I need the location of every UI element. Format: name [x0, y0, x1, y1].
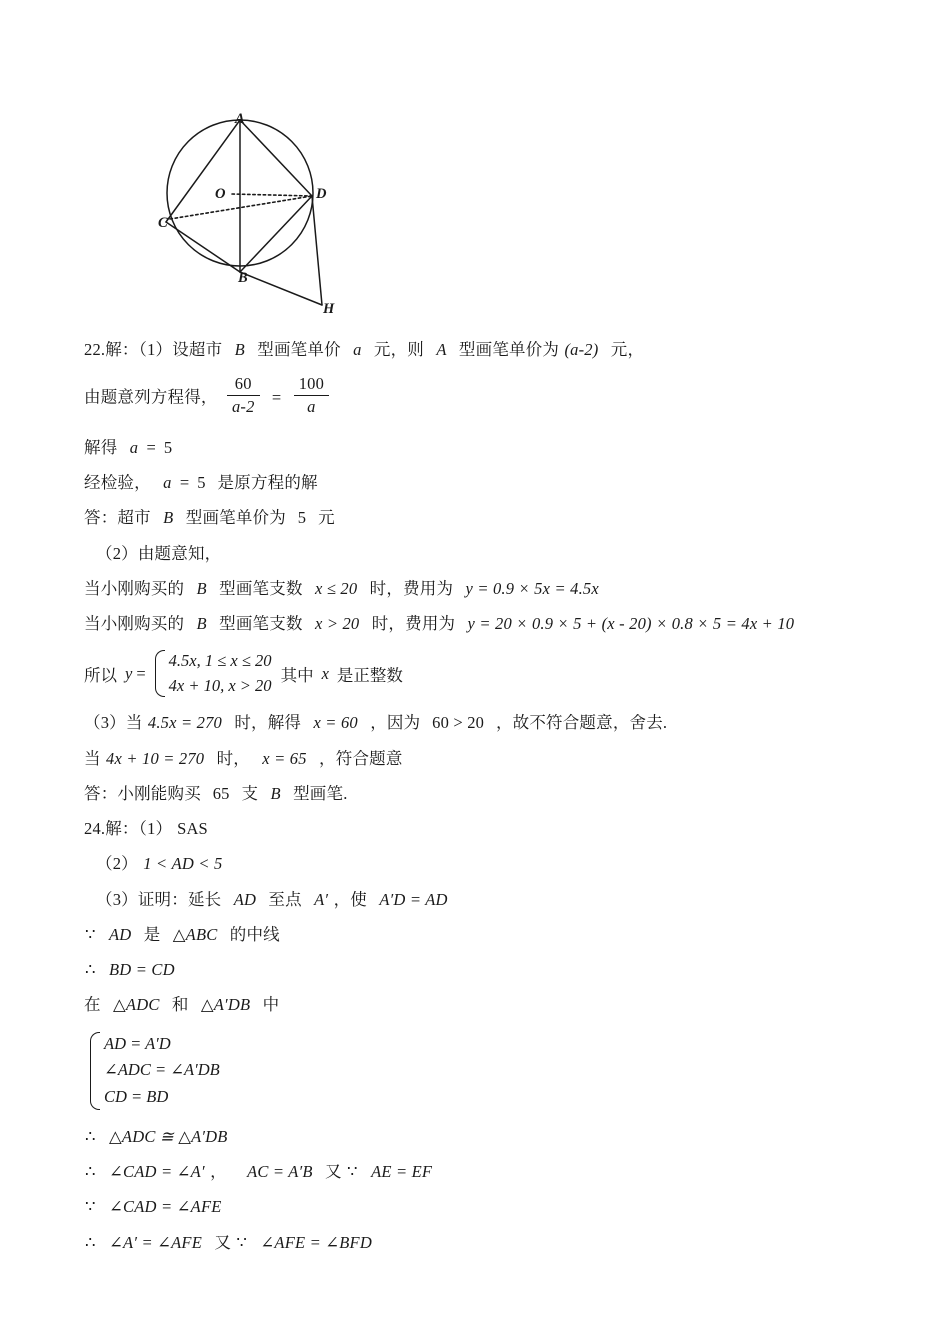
p22-l11-value: 65 [212, 783, 230, 803]
p24-l10-expr2: ∠AFE = ∠BFD [260, 1232, 372, 1252]
p22-l9-expr3: 60 > 20 [432, 713, 485, 733]
figure-svg [94, 100, 344, 325]
p22-line-5 [84, 507, 874, 529]
p24-l8-comma: ， [210, 1162, 227, 1182]
p22-line-9 [84, 712, 874, 734]
p22-line-8 [84, 613, 874, 635]
p22-l9-expr2: x = 60 [313, 713, 358, 733]
p22-l8-mid: 型画笔支数 [219, 614, 303, 634]
p22-l9-suffix: ，故不符合题意，舍去. [495, 713, 668, 733]
p22-l8-prefix: 当小刚购买的 [84, 614, 185, 634]
fraction-right [294, 374, 329, 417]
p24-l1-prefix: 24.解：（1） [84, 819, 173, 839]
p22-l10-expr1: 4x + 10 = 270 [106, 748, 205, 768]
p24-l6-triangle-1: △ADC [113, 995, 160, 1015]
p22-l1-var-a2: A [436, 340, 447, 359]
p22-l1-mid3: 型画笔单价为 [458, 340, 560, 359]
fraction-right-numerator: 100 [294, 374, 329, 396]
p22-l7-mid: 型画笔支数 [219, 578, 303, 598]
system-rows [103, 1030, 221, 1112]
system-row-2: ∠ADC = ∠A′DB [104, 1060, 220, 1080]
p24-l1-value: SAS [177, 819, 208, 839]
p22-line-6: （2）由题意知， [96, 543, 222, 563]
segment-AC [166, 120, 240, 222]
p24-l7-expr: △ADC ≅ △A′DB [109, 1126, 228, 1146]
p22-l5-value: 5 [297, 508, 307, 528]
p24-l8-expr2: AC = A′B [247, 1162, 313, 1182]
p24-line-3 [84, 889, 874, 911]
p22-l9-mid1: 时，解得 [234, 713, 302, 733]
p22-l11-suffix: 型画笔. [293, 783, 348, 803]
segment-BH [240, 272, 322, 305]
p22-l5-suffix: 元 [318, 508, 335, 528]
piecewise-var-y: y [125, 663, 133, 683]
p22-l7-prefix: 当小刚购买的 [84, 578, 185, 598]
p24-l2-prefix: （2） [96, 854, 138, 874]
figure-label-B: B [238, 270, 248, 286]
p24-line-6 [84, 994, 874, 1016]
p22-l4-eq: = [179, 473, 190, 493]
p24-l4-suffix: 的中线 [229, 924, 280, 944]
p22-l1-suffix: 元， [610, 340, 645, 359]
system-row-1: AD = A′D [104, 1033, 171, 1053]
p22-l8-var-b: B [196, 614, 207, 634]
p24-l6-triangle-2: △A′DB [200, 995, 251, 1015]
because-symbol-3: ∵ [85, 1197, 96, 1217]
p22-l11-prefix: 答：小刚能购买 [84, 783, 201, 803]
p22-l5-var-b: B [163, 508, 174, 528]
p24-l8-expr3: AE = EF [371, 1162, 433, 1182]
figure-label-H: H [323, 301, 335, 317]
p22-l1-mid2: 元，则 [373, 340, 424, 359]
p22-l4-var: a [163, 473, 172, 493]
fraction-left-numerator: 60 [227, 374, 260, 396]
p24-l3-mid2: ，使 [333, 889, 367, 909]
piecewise-function [84, 648, 874, 699]
p22-l3-label: 解得 [84, 437, 118, 457]
p24-line-2 [84, 853, 874, 875]
p24-line-5 [84, 959, 874, 981]
segment-CB [166, 222, 240, 272]
p22-l10-prefix: 当 [84, 748, 101, 768]
p24-line-4 [84, 924, 874, 946]
p22-line-4 [84, 472, 874, 494]
p24-l4-triangle: △ABC [172, 924, 218, 944]
p24-line-7 [84, 1126, 874, 1148]
therefore-symbol-1: ∴ [85, 960, 96, 980]
p24-l5-expr: BD = CD [109, 960, 175, 980]
p22-line-7 [84, 578, 874, 600]
p22-l10-suffix: ，符合题意 [319, 748, 403, 768]
piecewise-note-suffix: 是正整数 [336, 665, 403, 685]
p24-l10-conj: 又 [214, 1232, 232, 1252]
p22-l4-suffix: 是原方程的解 [217, 473, 318, 493]
p22-l4-label: 经检验， [84, 473, 151, 493]
p24-line-9 [84, 1196, 874, 1218]
fraction-left [227, 374, 260, 417]
p22-l8-cond: x > 20 [314, 614, 360, 634]
piecewise-cases [168, 648, 273, 699]
p22-l5-mid: 型画笔单价为 [185, 508, 286, 528]
p24-l10-expr1: ∠A′ = ∠AFE [109, 1232, 202, 1252]
p22-l7-cond: x ≤ 20 [314, 578, 358, 598]
p24-l8-expr1: ∠CAD = ∠A′ [109, 1162, 205, 1182]
segment-OD-dotted [232, 194, 312, 196]
therefore-symbol-3: ∴ [85, 1162, 96, 1182]
piecewise-case-2: 4x + 10, x > 20 [168, 675, 272, 695]
p22-l1-expr: (a-2) [564, 340, 599, 359]
p24-line-8 [84, 1161, 874, 1183]
p22-l9-prefix: （3）当 [84, 713, 143, 733]
piecewise-lead: 所以 [84, 665, 117, 685]
p24-l3-prefix: （3）证明：延长 [96, 889, 222, 909]
piecewise-note-var: x [321, 663, 329, 683]
p24-line-10 [84, 1232, 874, 1254]
p24-l3-expr: A′D = AD [379, 889, 448, 909]
p22-l8-expr: y = 20 × 0.9 × 5 + (x - 20) × 0.8 × 5 = 4x + 10 [467, 614, 795, 634]
p24-l6-suffix: 中 [262, 995, 280, 1015]
because-symbol-1: ∵ [85, 924, 96, 944]
p22-line-11 [84, 783, 874, 805]
p24-l3-point: A′ [314, 889, 329, 909]
p22-line-10 [84, 748, 874, 770]
because-symbol-2: ∵ [347, 1162, 358, 1182]
p22-l7-var-b: B [196, 578, 207, 598]
circle-geometry-figure [94, 100, 344, 325]
p24-l6-mid: 和 [171, 995, 189, 1015]
p24-l9-expr: ∠CAD = ∠AFE [109, 1197, 222, 1217]
document-content [84, 100, 874, 1267]
therefore-symbol-4: ∴ [85, 1232, 96, 1252]
figure-label-A: A [235, 111, 245, 127]
piecewise-brace [151, 648, 164, 699]
p24-l3-seg1: AD [233, 889, 257, 909]
p22-l1-var-a: a [353, 340, 362, 359]
p22-l4-value: 5 [197, 473, 206, 493]
p22-l9-expr1: 4.5x = 270 [147, 713, 222, 733]
therefore-symbol-2: ∴ [85, 1126, 96, 1146]
p24-line-1 [84, 818, 874, 840]
p22-l1-mid1: 型画笔单价 [257, 340, 341, 359]
p22-l7-expr: y = 0.9 × 5x = 4.5x [465, 578, 599, 598]
p22-line-3 [84, 437, 874, 459]
segment-CD-dotted [170, 196, 312, 219]
p22-l1-prefix: 22.解：（1）设超市 [84, 340, 223, 359]
p22-equation-line [84, 374, 874, 417]
system-brace [86, 1030, 99, 1112]
p24-l6-prefix: 在 [84, 995, 101, 1015]
p22-l5-prefix: 答：超市 [84, 508, 151, 528]
p22-l9-comma1: ，因为 [370, 713, 421, 733]
figure-label-D: D [316, 186, 327, 202]
congruence-conditions-system [84, 1030, 874, 1112]
segment-DH [312, 196, 322, 305]
piecewise-equals: = [136, 663, 146, 683]
system-row-3: CD = BD [104, 1087, 169, 1107]
p22-l10-mid: 时， [216, 748, 250, 768]
p24-l3-mid: 至点 [268, 889, 302, 909]
p22-l7-mid2: 时，费用为 [369, 578, 454, 598]
p22-line-1 [84, 339, 874, 361]
p22-l11-var-b: B [270, 783, 281, 803]
p22-l11-mid: 支 [241, 783, 259, 803]
figure-label-O: O [215, 186, 226, 202]
p22-l10-expr2: x = 65 [262, 748, 307, 768]
fraction-right-denominator: a [307, 397, 316, 417]
p22-l3-value: 5 [163, 437, 173, 457]
piecewise-note-prefix: 其中 [280, 665, 314, 685]
piecewise-case-1: 4.5x, 1 ≤ x ≤ 20 [168, 651, 272, 671]
fraction-left-denominator: a-2 [231, 397, 255, 417]
p22-l1-var-b: B [234, 340, 245, 359]
p22-eq-label: 由题意列方程得， [84, 388, 218, 407]
because-symbol-4: ∵ [236, 1232, 248, 1252]
p22-l8-mid2: 时，费用为 [371, 614, 456, 634]
equals-sign: = [271, 388, 282, 407]
p24-l4-seg: AD [109, 924, 132, 944]
segment-AD [240, 120, 312, 196]
p22-l3-eq: = [146, 437, 157, 457]
p22-l3-var: a [129, 437, 139, 457]
p24-l8-conj: 又 [325, 1162, 342, 1182]
p24-l2-expr: 1 < AD < 5 [143, 854, 223, 874]
p24-l4-mid: 是 [143, 924, 161, 944]
figure-label-C: C [158, 215, 168, 231]
